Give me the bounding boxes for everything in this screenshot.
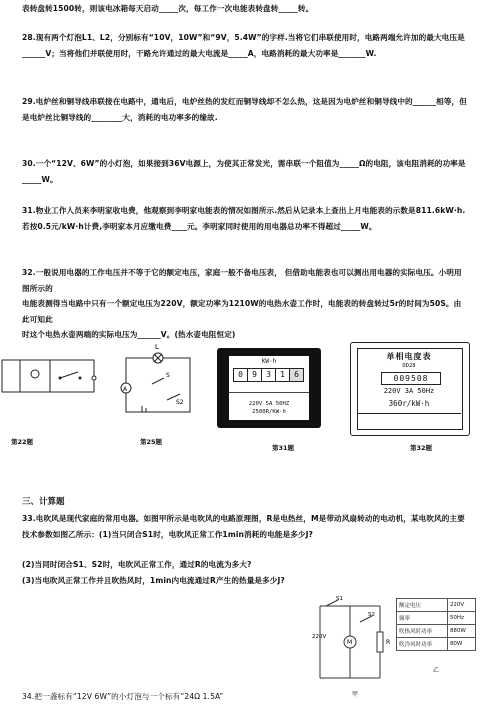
table-row [397, 638, 476, 651]
table-row [397, 612, 476, 625]
meter-31-digits [233, 368, 304, 382]
question-33-part2: (2)当同时闭合S1、S2时，电吹风正常工作，通过R的电流为多大? [22, 560, 252, 569]
question-32-line2: 电能表测得当电路中只有一个额定电压为220V，额定功率为1210W的电热水壶工作时，电能表的转盘转过5r的时间为50S。由此可知此 [22, 299, 462, 324]
meter-31-spec2: 2500R/KW·h [252, 409, 286, 415]
label-yi: 乙 [432, 667, 439, 674]
question-31: 31.物业工作人员来李明家收电费，他观察到李明家电能表的情况如图所示.然后从记录本上查出上月电能表的示数是811.6kW·h.若按0.5元/kW·h计费,李明家本月应缴电费____元。李明家同时使用的用电器总功率不得超过_____W。 [22, 206, 466, 231]
caption-32: 第32题 [410, 444, 433, 452]
meter-32-title: 单相电度表 [386, 352, 432, 361]
meter-32-display: 009508 [381, 372, 441, 385]
table-cell: 50Hz [447, 612, 475, 625]
figure-25 [112, 340, 202, 428]
table-cell: 220V [447, 599, 475, 612]
digit: 3 [262, 369, 276, 381]
table-row [397, 625, 476, 638]
digit: 9 [248, 369, 262, 381]
label-jia: 甲 [352, 691, 359, 698]
question-32-line3: 时这个电热水壶两端的实际电压为______V。(热水壶电阻恒定) [22, 330, 236, 339]
label-M: M [347, 639, 353, 646]
meter-31-spec1: 220V 5A 50HZ [248, 401, 290, 407]
caption-25: 第25题 [140, 438, 163, 446]
table-row [397, 599, 476, 612]
label-S2: S2 [176, 399, 184, 406]
caption-22: 第22题 [11, 438, 34, 446]
question-33: 33.电吹风是现代家庭的常用电器。如图甲所示是电吹风的电路原理图，R是电热丝，M是带动风扇转动的电动机，某电吹风的主要技术参数如图乙所示：(1)当只闭合S1时，电吹风正常工作1min消耗的电能是多少J? [22, 514, 465, 539]
label-S2: S2 [368, 612, 375, 618]
question-30: 30.一个“12V、6W”的小灯泡，如果接到36V电源上，为使其正常发光，需串联一个阻值为_____Ω的电阻，该电阻消耗的功率是_____W。 [22, 159, 466, 184]
parameter-table [396, 598, 476, 674]
label-L: L [155, 343, 159, 351]
label-S1: S1 [336, 596, 343, 602]
meter-32-spec2: 360r/kW·h [388, 399, 430, 408]
table-cell: 吹热风时功率 [397, 625, 448, 638]
question-29: 29.电炉丝和铜导线串联接在电路中，通电后，电炉丝热的发红而铜导线却不怎么热，这是因为电炉丝和铜导线中的______相等，但是电炉丝比铜导线的________大，消耗的电功率多的缘故. [22, 97, 467, 122]
table-cell: 额定电压 [397, 599, 448, 612]
caption-31: 第31题 [272, 444, 295, 452]
digit: 1 [276, 369, 290, 381]
digit: 6 [290, 369, 303, 381]
question-33-part3: (3)当电吹风正常工作并且吹热风时，1min内电流通过R产生的热量是多少J? [22, 576, 285, 585]
question-32-line1: 32.一般说用电器的工作电压并不等于它的额定电压，家庭一般不备电压表， 但借助电能表也可以测出用电器的实际电压。小明用图所示的 [22, 268, 462, 293]
digit: 0 [234, 369, 248, 381]
top-line: 表转盘转1500转，则该电冰箱每天启动_____次，每工作一次电能表转盘转_____转。 [22, 4, 314, 13]
meter-31 [217, 348, 321, 428]
meter-32-model: DD28 [402, 363, 416, 369]
figure-22 [0, 350, 110, 430]
table-cell: 频率 [397, 612, 448, 625]
label-S: S [166, 372, 170, 379]
question-28: 28.现有两个灯泡L1、L2，分别标有“10V，10W”和“9V，5.4W”的字样.当将它们串联使用时，电路两端允许加的最大电压是______V；当将他们并联使用时，干路允许通过的最大电流是_____A，电路消耗的最大功率是_______W. [22, 33, 465, 58]
table-cell: 80W [447, 638, 475, 651]
figure-33-circuit [312, 592, 398, 698]
table-cell: 吹冷风时功率 [397, 638, 448, 651]
question-34: 34.把一盏标有“12V 6W”的小灯泡与一个标有“24Ω 1.5A” [22, 692, 224, 701]
meter-32-spec1: 220V 3A 50Hz [383, 387, 435, 395]
label-A: A [123, 386, 128, 393]
label-voltage: 220V [312, 634, 327, 640]
meter-32 [350, 342, 470, 436]
label-R: R [386, 639, 391, 646]
table-cell: 880W [447, 625, 475, 638]
section-title: 三、计算题 [22, 497, 65, 507]
meter-31-unit: KW·h [261, 358, 277, 365]
